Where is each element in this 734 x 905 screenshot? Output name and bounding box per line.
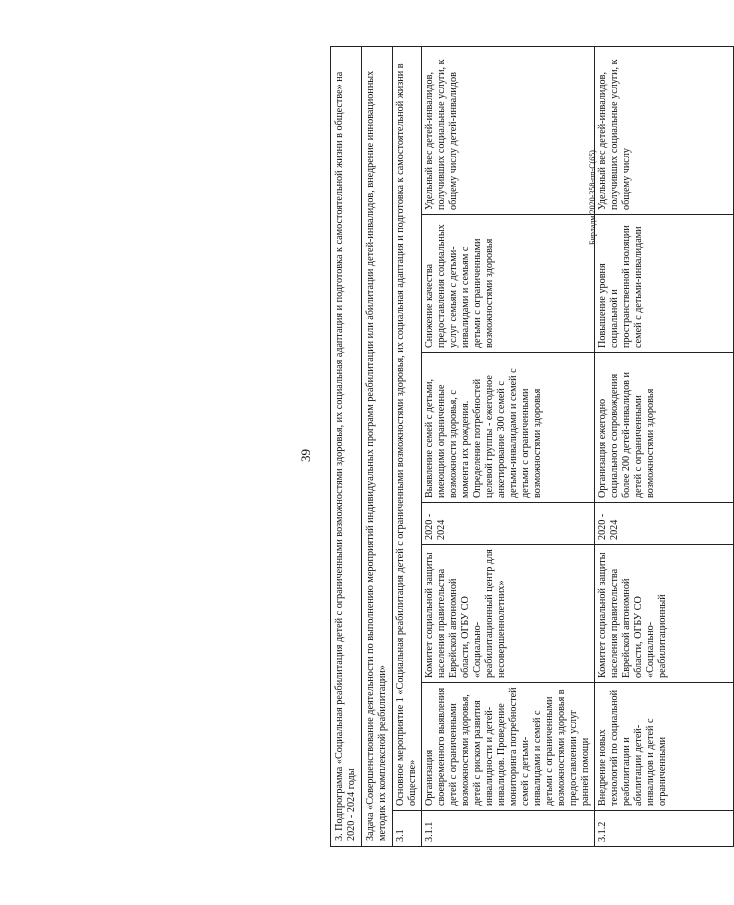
table-row	[422, 46, 595, 846]
page-number: 39	[298, 449, 313, 462]
indicator: Удельный вес детей-инвалидов, получивших социальные услуги, к общему числу детей-инвалидов	[422, 46, 595, 214]
period: 2020 - 2024	[422, 503, 595, 545]
subprogram-title: 3. Подпрограмма «Социальная реабилитация детей с ограниченными возможностями здоровья, их социальная адаптация и подготовка к самостоятельной жизни в обществе» на 2020 - 2024 годы	[331, 46, 362, 846]
row-number: 3.1.2	[595, 811, 734, 847]
main-measure-number: 3.1	[393, 811, 422, 847]
executor: Комитет социальной защиты населения правительства Еврейской автономной области, ОГБУ СО «Социально-реабилитационный центр для несовершеннолетних»	[422, 545, 595, 683]
indicator: Удельный вес детей-инвалидов, получивших социальные услуги, к общему числу	[595, 46, 734, 214]
expected-result: Организация ежегодно социального сопровождения более 200 детей-инвалидов и детей с ограниченными возможностями здоровья	[595, 353, 734, 503]
period: 2020 - 2024	[595, 503, 734, 545]
main-measure-text: Основное мероприятие 1 «Социальная реабилитация детей с ограниченными возможностями здоровья, их социальная адаптация и подготовка к самостоятельной жизни в обществе»	[393, 46, 422, 810]
program-table	[330, 46, 734, 847]
task-row: Задача «Совершенствование деятельности по выполнению мероприятий индивидуальных программ реабилитации или абилитации детей-инвалидов, внедрение инновационных методик их комплексной реабилитации»	[362, 46, 393, 846]
executor: Комитет социальной защиты населения правительства Еврейской автономной области, ОГБУ СО «Социально-реабилитационный	[595, 545, 734, 683]
expected-result: Выявление семей с детьми, имеющими ограниченные возможности здоровья, с момента их рождения. Определение потребностей целевой группы - ежегодное анкетирование 300 семей с детьми-инвалидами и семей с детьми с ограниченными возможностями здоровья	[422, 353, 595, 503]
consequence: Снижение качества предоставления социальных услуг семьям с детьми-инвалидами и семьям с детьми с ограниченными возможностями здоровья	[422, 215, 595, 353]
table-row	[595, 46, 734, 846]
row-number: 3.1.1	[422, 811, 595, 847]
measure-name: Внедрение новых технологий по социальной реабилитации и абилитации детей-инвалидов и детей с ограниченными	[595, 683, 734, 811]
measure-name: Организация своевременного выявления детей с ограниченными возможностями здоровья, детей с риском развития инвалидности и детей-инвалидов. Проведение мониторинга потребностей семей с детьми-инвалидами и семей с детьми с ограниченными возможностями здоровья в предоставлении услуг ранней помощи	[422, 683, 595, 811]
consequence: Повышение уровня социальной и пространственной изоляции семей с детьми-инвалидами	[595, 215, 734, 353]
footer-code: Бирладм/2020-358-пп-С(65)	[588, 150, 597, 245]
